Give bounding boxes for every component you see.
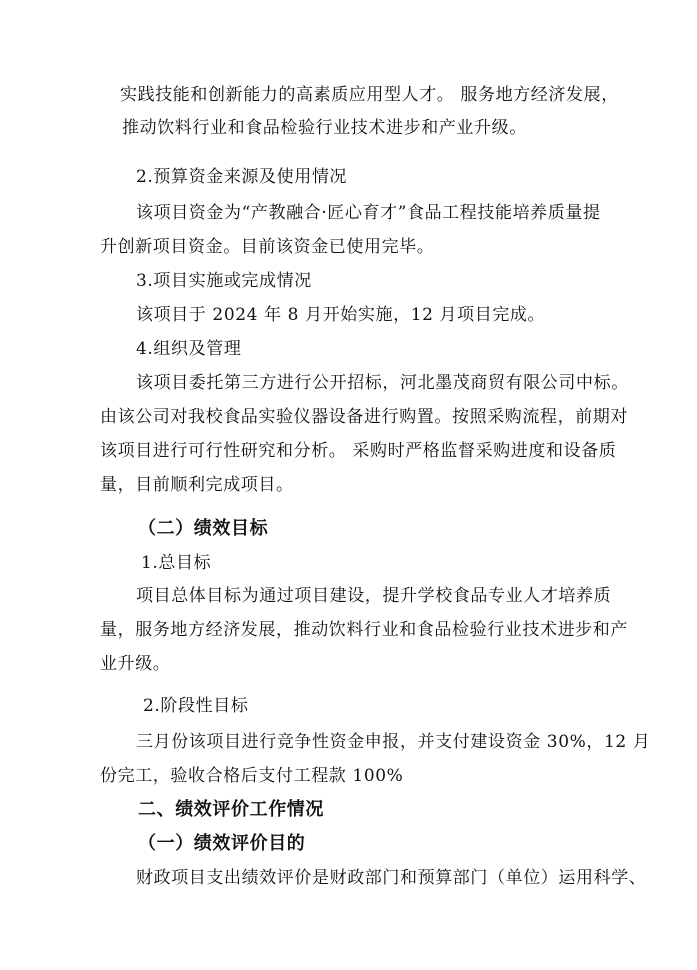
text-line: 业升级。 <box>100 654 171 674</box>
text-line: 由该公司对我校食品实验仪器设备进行购置。按照采购流程，前期对 <box>100 407 628 427</box>
text-line: 三月份该项目进行竞争性资金申报，并支付建设资金 30%，12 月 <box>136 732 651 752</box>
text-line: 该项目资金为“产教融合·匠心育才”食品工程技能培养质量提 <box>136 203 601 223</box>
text-line: 推动饮料行业和食品检验行业技术进步和产业升级。 <box>122 118 527 138</box>
text-line: 项目总体目标为通过项目建设，提升学校食品专业人才培养质 <box>136 586 612 606</box>
text-line: 升创新项目资金。目前该资金已使用完毕。 <box>100 237 435 257</box>
text-line: 该项目进行可行性研究和分析。 采购时严格监督采购进度和设备质 <box>100 441 617 461</box>
section-heading: 2.阶段性目标 <box>143 696 249 716</box>
section-heading: 2.预算资金来源及使用情况 <box>136 167 348 187</box>
section-heading-bold: （二）绩效目标 <box>138 518 269 539</box>
text-line: 该项目于 2024 年 8 月开始实施，12 月项目完成。 <box>136 305 546 325</box>
section-heading: 1.总目标 <box>141 553 212 573</box>
section-heading: 3.项目实施或完成情况 <box>136 271 312 291</box>
text-line: 该项目委托第三方进行公开招标，河北墨茂商贸有限公司中标。 <box>136 373 629 393</box>
text-line: 量，目前顺利完成项目。 <box>100 475 294 495</box>
section-heading: 4.组织及管理 <box>136 339 242 359</box>
text-line: 量，服务地方经济发展，推动饮料行业和食品检验行业技术进步和产 <box>100 620 628 640</box>
text-line: 份完工，验收合格后支付工程款 100% <box>100 766 404 786</box>
text-line: 财政项目支出绩效评价是财政部门和预算部门（单位）运用科学、 <box>136 868 647 888</box>
section-heading-bold: （一）绩效评价目的 <box>138 833 306 854</box>
text-line: 实践技能和创新能力的高素质应用型人才。 服务地方经济发展， <box>120 85 619 105</box>
chapter-heading: 二、绩效评价工作情况 <box>138 799 324 820</box>
